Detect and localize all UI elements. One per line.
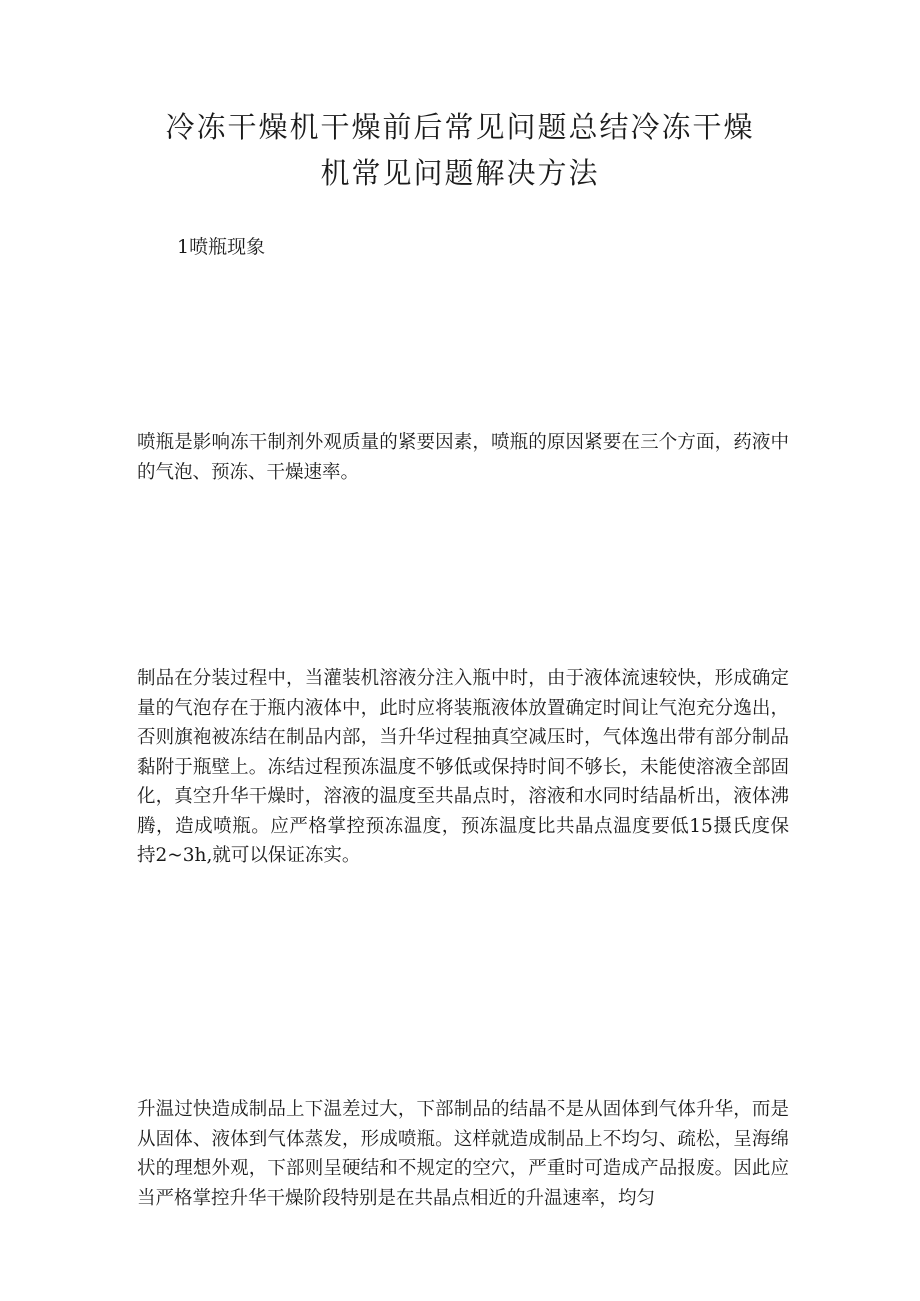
title-line-2: 机常见问题解决方法 (320, 156, 600, 190)
document-title (120, 104, 800, 196)
paragraph-1: 喷瓶是影响冻干制剂外观质量的紧要因素，喷瓶的原因紧要在三个方面，药液中的气泡、预冻、干燥速率。 (137, 432, 789, 483)
title-line-1: 冷冻干燥机干燥前后常见问题总结冷冻干燥 (165, 110, 755, 144)
paragraph-2: 制品在分装过程中，当灌装机溶液分注入瓶中时，由于液体流速较快，形成确定量的气泡存在于瓶内液体中，此时应将装瓶液体放置确定时间让气泡充分逸出，否则旗袍被冻结在制品内部，当升华过程抽真空减压时，气体逸出带有部分制品黏附于瓶壁上。冻结过程预冻温度不够低或保持时间不够长，未能使溶液全部固化，真空升华干燥时，溶液的温度至共晶点时，溶液和水同时结晶析出，液体沸腾，造成喷瓶。应严格掌控预冻温度，预冻温度比共晶点温度要低15摄氏度保持2~3h,就可以保证冻实。 (137, 668, 789, 866)
section-heading: 1喷瓶现象 (177, 236, 266, 258)
paragraph-3: 升温过快造成制品上下温差过大，下部制品的结晶不是从固体到气体升华，而是从固体、液体到气体蒸发，形成喷瓶。这样就造成制品上不均匀、疏松，呈海绵状的理想外观，下部则呈硬结和不规定的空穴，严重时可造成产品报废。因此应当严格掌控升华干燥阶段特别是在共晶点相近的升温速率，均匀 (137, 1099, 789, 1209)
